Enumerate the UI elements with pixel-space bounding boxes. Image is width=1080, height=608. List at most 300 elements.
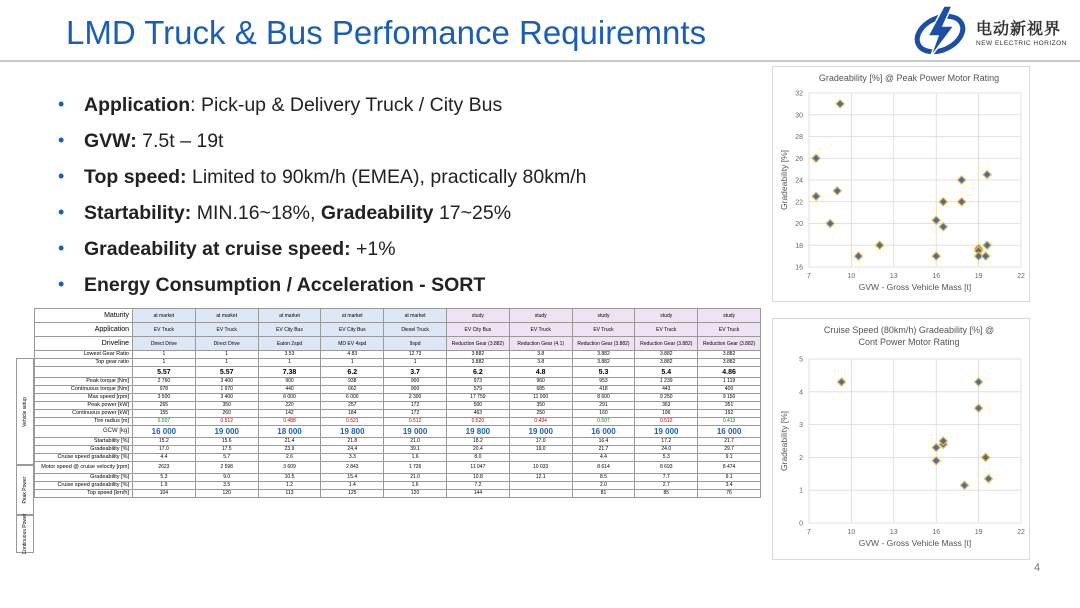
x-tick-label: 13 (889, 273, 898, 280)
page-title: LMD Truck & Bus Perfomance Requiremnts (66, 14, 707, 51)
table-cell: 250 (509, 410, 572, 418)
table-cell: 76 (698, 490, 761, 498)
table-cell: 900 (384, 378, 447, 386)
table-cell: Reduction Gear (3.882) (635, 337, 698, 351)
table-cell: 960 (509, 378, 572, 386)
table-cell: 21.8 (321, 438, 384, 446)
table-cell: 3.882 (635, 351, 698, 359)
bullet-gvw: • GVW: 7.5t – 19t (58, 130, 758, 166)
table-cell: 900 (384, 386, 447, 394)
y-tick-label: 22 (795, 199, 803, 207)
row-label: Application (35, 323, 133, 337)
table-cell: 9 150 (698, 394, 761, 402)
table-cell: 6 000 (258, 394, 321, 402)
table-cell: 17.0 (133, 446, 196, 454)
table-cell: 1 970 (195, 386, 258, 394)
table-cell: 0.512 (635, 418, 698, 426)
table-cell: 260 (195, 410, 258, 418)
table-cell: 8 614 (572, 462, 635, 474)
table-cell: 6.2 (321, 367, 384, 378)
table-cell: 500 (446, 402, 509, 410)
table-cell: 3.882 (698, 351, 761, 359)
table-cell: 16 000 (698, 426, 761, 438)
table-cell: 6 000 (321, 394, 384, 402)
bullet-application: • Application: Pick-up & Delivery Truck / City Bus (58, 94, 758, 130)
table-cell: 172 (384, 402, 447, 410)
bullet-startability: • Startability: MIN.16~18%, Gradeability 17~25% (58, 202, 758, 238)
table-cell: 11 047 (446, 462, 509, 474)
table-cell: 12.1 (509, 474, 572, 482)
y-tick-label: 16 (795, 264, 803, 272)
table-cell: 16 000 (572, 426, 635, 438)
row-label: Maturity (35, 309, 133, 323)
table-cell: 6.2 (446, 367, 509, 378)
table-row (35, 474, 761, 482)
table-cell: 15.4 (321, 474, 384, 482)
table-cell: 9.0 (195, 474, 258, 482)
table-cell: 8 693 (635, 462, 698, 474)
data-point (932, 216, 940, 224)
table-cell: 19.0 (509, 446, 572, 454)
table-cell: 0.507 (572, 418, 635, 426)
table-cell: 579 (446, 386, 509, 394)
x-tick-label: 7 (807, 273, 811, 280)
table-cell: at market (133, 309, 196, 323)
y-tick-label: 18 (795, 242, 803, 250)
table-cell: 3 609 (258, 462, 321, 474)
table-cell: 5.3 (572, 367, 635, 378)
table-cell: 10.5 (258, 474, 321, 482)
table-cell: 463 (446, 410, 509, 418)
table-cell: 5.57 (133, 367, 196, 378)
table-row (35, 402, 761, 410)
table-cell: 2 843 (321, 462, 384, 474)
data-point (982, 252, 990, 260)
x-tick-label: 10 (847, 273, 856, 280)
table-cell: 3.53 (258, 351, 321, 359)
table-cell: 155 (133, 410, 196, 418)
table-cell: Reduction Gear (3.882) (698, 337, 761, 351)
data-point (838, 378, 846, 386)
table-cell: 400 (698, 386, 761, 394)
table-cell: 0.521 (321, 418, 384, 426)
table-row (35, 323, 761, 337)
y-tick-label: 28 (795, 134, 803, 141)
x-tick-label: 16 (932, 273, 941, 280)
table-cell: 23.9 (258, 446, 321, 454)
table-cell: 350 (509, 402, 572, 410)
row-label: Driveline (35, 337, 133, 351)
table-cell (509, 482, 572, 490)
x-axis-label: GVW - Gross Vehicle Mass [t] (858, 538, 972, 548)
table-cell: 8 474 (698, 462, 761, 474)
table-cell: 291 (572, 402, 635, 410)
x-tick-label: 22 (1017, 273, 1025, 280)
table-cell: 113 (258, 490, 321, 498)
table-cell: 1.2 (258, 482, 321, 490)
table-cell: 4.83 (321, 351, 384, 359)
table-cell: 4.86 (698, 367, 761, 378)
table-cell: 39.1 (384, 446, 447, 454)
table-cell: 196 (635, 410, 698, 418)
table-cell: 18 000 (258, 426, 321, 438)
table-cell: 2.6 (258, 454, 321, 462)
table-cell: 900 (258, 378, 321, 386)
table-cell: 1 (133, 351, 196, 359)
table-cell: 3.4 (698, 482, 761, 490)
table-cell: study (446, 309, 509, 323)
table-cell: 8.5 (572, 474, 635, 482)
table-cell: 160 (572, 410, 635, 418)
table-cell: Reduction Gear (4.1) (509, 337, 572, 351)
table-cell: 5.7 (195, 454, 258, 462)
table-cell: 24.0 (635, 446, 698, 454)
data-point (812, 154, 820, 162)
table-cell: 1.4 (321, 482, 384, 490)
table-cell: 21.7 (572, 446, 635, 454)
table-cell: 3.3 (321, 454, 384, 462)
table-cell: 4.8 (509, 367, 572, 378)
table-cell: 2 598 (195, 462, 258, 474)
data-point (958, 198, 966, 206)
table-cell: EV Truck (133, 323, 196, 337)
table-row (35, 309, 761, 323)
chart-cruise-gradeability (772, 318, 1030, 560)
section-vehicle-setup: Vehicle setup (16, 358, 34, 465)
logo-cn-text: 电动新视界 (976, 21, 1062, 38)
table-cell: at market (195, 309, 258, 323)
table-cell: 3.882 (572, 359, 635, 367)
y-tick-label: 2 (799, 454, 803, 462)
data-point (836, 100, 844, 108)
row-label: Tire radius [m] (35, 418, 133, 426)
table-cell: 85 (635, 490, 698, 498)
table-cell: 19 800 (446, 426, 509, 438)
table-cell: at market (258, 309, 321, 323)
y-tick-label: 20 (795, 221, 803, 228)
table-cell: 0.512 (195, 418, 258, 426)
table-cell: 19 000 (635, 426, 698, 438)
table-row (35, 394, 761, 402)
table-cell: 1 (195, 351, 258, 359)
table-cell: 443 (635, 386, 698, 394)
table-cell: 184 (321, 410, 384, 418)
row-label: Startability [%] (35, 438, 133, 446)
table-cell: 17.5 (195, 446, 258, 454)
row-label: Gradeability [%] (35, 446, 133, 454)
y-tick-label: 30 (795, 112, 803, 120)
row-label: Continuous power [kW] (35, 410, 133, 418)
bullet-top-speed: • Top speed: Limited to 90km/h (EMEA), practically 80km/h (58, 166, 758, 202)
table-cell: 17.0 (509, 438, 572, 446)
table-cell: 16 000 (133, 426, 196, 438)
table-row (35, 462, 761, 474)
table-cell: 81 (572, 490, 635, 498)
table-row (35, 438, 761, 446)
table-cell: EV City Bus (258, 323, 321, 337)
data-point (812, 192, 820, 200)
chart-title: Cruise Speed (80km/h) Gradeability [%] @ (823, 325, 995, 335)
row-label: Lowest Gear Ratio (35, 351, 133, 359)
chart-peak-gradeability (772, 66, 1030, 302)
table-cell: 19 000 (384, 426, 447, 438)
row-label (35, 367, 133, 378)
row-label: Gradeability [%] (35, 474, 133, 482)
table-cell: 125 (321, 490, 384, 498)
table-cell: 0.512 (384, 418, 447, 426)
table-cell: 144 (446, 490, 509, 498)
data-point (984, 475, 992, 483)
table-cell: 418 (572, 386, 635, 394)
table-cell: 10 033 (509, 462, 572, 474)
row-label: Cruise speed gradeability [%] (35, 454, 133, 462)
table-cell: 15.2 (133, 438, 196, 446)
table-cell: study (572, 309, 635, 323)
x-tick-label: 10 (847, 529, 856, 536)
table-cell: 15.6 (195, 438, 258, 446)
table-cell: 4.4 (572, 454, 635, 462)
data-point (958, 176, 966, 184)
table-cell: 9 250 (635, 394, 698, 402)
table-cell: 3.7 (384, 367, 447, 378)
table-cell: at market (321, 309, 384, 323)
table-cell: 120 (384, 490, 447, 498)
table-cell: 4.4 (133, 454, 196, 462)
table-cell: 29.7 (698, 446, 761, 454)
table-cell: 662 (321, 386, 384, 394)
table-cell: 18.2 (446, 438, 509, 446)
table-cell: 0.488 (258, 418, 321, 426)
table-cell: 3.882 (698, 359, 761, 367)
title-divider (0, 60, 1080, 62)
table-cell: 1 726 (384, 462, 447, 474)
table-cell: 5.4 (635, 367, 698, 378)
chart-title: Cont Power Motor Rating (858, 337, 960, 347)
table-cell: Direct Drive (133, 337, 196, 351)
data-point (960, 481, 968, 489)
table-cell: 104 (133, 490, 196, 498)
table-cell: 2623 (133, 462, 196, 474)
table-cell: study (698, 309, 761, 323)
table-cell: EV Truck (635, 323, 698, 337)
table-cell: 0.413 (698, 418, 761, 426)
table-cell: 978 (133, 386, 196, 394)
table-row (35, 386, 761, 394)
chart-title: Gradeability [%] @ Peak Power Motor Rating (818, 73, 1000, 83)
row-label: GCW [kg] (35, 426, 133, 438)
row-label: Top speed [km/h] (35, 490, 133, 498)
table-cell: 363 (635, 402, 698, 410)
table-row (35, 454, 761, 462)
table-cell: EV Truck (195, 323, 258, 337)
table-cell: 2 760 (133, 378, 196, 386)
table-cell: 24.4 (321, 446, 384, 454)
data-point (975, 404, 983, 412)
data-point (826, 220, 834, 228)
table-cell: 19 000 (509, 426, 572, 438)
table-cell: 9.1 (698, 454, 761, 462)
table-cell: 3 500 (133, 394, 196, 402)
table-row (35, 426, 761, 438)
table-cell: 16.4 (572, 438, 635, 446)
table-cell: 0.434 (509, 418, 572, 426)
table-row (35, 410, 761, 418)
table-cell: 1 (195, 359, 258, 367)
table-cell (509, 490, 572, 498)
table-cell: 5.3 (133, 474, 196, 482)
row-label: Continuous torque [Nm] (35, 386, 133, 394)
table-cell: 120 (195, 490, 258, 498)
x-tick-label: 19 (974, 273, 983, 280)
table-cell: 257 (321, 402, 384, 410)
table-cell: 17 759 (446, 394, 509, 402)
row-label: Peak torque [Nm] (35, 378, 133, 386)
table-cell: 21.0 (384, 438, 447, 446)
x-axis-label: GVW - Gross Vehicle Mass [t] (858, 282, 972, 292)
table-cell: 21.7 (698, 438, 761, 446)
y-tick-label: 3 (799, 422, 803, 430)
table-cell: 1.9 (133, 482, 196, 490)
y-tick-label: 32 (795, 90, 803, 98)
table-cell: EV Truck (572, 323, 635, 337)
table-cell: EV City Bus (446, 323, 509, 337)
table-cell: 1 (133, 359, 196, 367)
data-point (932, 457, 940, 465)
table-row (35, 359, 761, 367)
section-peak-power: Peak Power (16, 465, 34, 515)
table-cell: 142 (258, 410, 321, 418)
table-cell: 2.7 (635, 482, 698, 490)
y-tick-label: 1 (799, 487, 803, 495)
section-continuous-power: Continuous Power (16, 515, 34, 553)
table-cell: MD EV 4spd (321, 337, 384, 351)
table-cell: 10.8 (446, 474, 509, 482)
table-cell: 3.8 (509, 359, 572, 367)
table-cell: 351 (698, 402, 761, 410)
y-axis-label: Gradeability [%] (779, 411, 789, 471)
table-cell: 20.4 (446, 446, 509, 454)
x-tick-label: 16 (932, 529, 941, 536)
data-point (975, 378, 983, 386)
table-cell: 3.5 (195, 482, 258, 490)
data-point (932, 252, 940, 260)
table-cell: 953 (572, 378, 635, 386)
table-cell: study (635, 309, 698, 323)
x-tick-label: 7 (807, 529, 811, 536)
table-cell: 172 (384, 410, 447, 418)
table-cell: EV Truck (509, 323, 572, 337)
data-point (833, 187, 841, 195)
requirements-table-wrap (16, 308, 760, 554)
table-cell: 11 000 (509, 394, 572, 402)
data-point (939, 198, 947, 206)
table-cell: 8.0 (446, 454, 509, 462)
table-cell: 8 600 (572, 394, 635, 402)
table-cell: 1 119 (698, 378, 761, 386)
table-cell: 5.57 (195, 367, 258, 378)
data-point (876, 241, 884, 249)
x-tick-label: 22 (1017, 529, 1025, 536)
table-cell: 350 (195, 402, 258, 410)
y-axis-label: Gradeability [%] (779, 150, 789, 210)
table-cell: 3.882 (446, 359, 509, 367)
table-cell: 12.73 (384, 351, 447, 359)
lightning-logo-icon (910, 4, 972, 60)
table-cell: 9spd (384, 337, 447, 351)
row-label: Peak power [kW] (35, 402, 133, 410)
table-cell: 7.38 (258, 367, 321, 378)
table-cell: 1.6 (384, 454, 447, 462)
row-label: Max speed [rpm] (35, 394, 133, 402)
table-cell: Eaton 2spd (258, 337, 321, 351)
table-cell: Direct Drive (195, 337, 258, 351)
data-point (983, 241, 991, 249)
data-point (982, 453, 990, 461)
y-tick-label: 0 (799, 520, 803, 528)
table-cell: Reduction Gear (3.882) (572, 337, 635, 351)
table-cell: 19 000 (195, 426, 258, 438)
table-cell: 21.4 (258, 438, 321, 446)
table-cell: 7.7 (635, 474, 698, 482)
table-cell: 21.0 (384, 474, 447, 482)
table-row (35, 351, 761, 359)
y-tick-label: 4 (799, 389, 803, 397)
page-number: 4 (1034, 562, 1041, 574)
chart-peak-gradeability-svg (773, 67, 1031, 303)
table-row (35, 490, 761, 498)
table-cell: 5.3 (635, 454, 698, 462)
table-cell: at market (384, 309, 447, 323)
data-point (939, 223, 947, 231)
table-cell: 1.6 (384, 482, 447, 490)
table-cell: 440 (258, 386, 321, 394)
row-label: Cruise speed gradeability [%] (35, 482, 133, 490)
table-cell: 220 (258, 402, 321, 410)
y-tick-label: 26 (795, 155, 803, 163)
x-tick-label: 13 (889, 529, 898, 536)
logo-en-text: NEW ELECTRIC HORIZON (976, 40, 1067, 47)
row-label: Top gear ratio (35, 359, 133, 367)
table-cell: 2.0 (572, 482, 635, 490)
company-logo (910, 4, 1080, 60)
bullet-energy: • Energy Consumption / Acceleration - SORT (58, 274, 758, 310)
chart-cruise-gradeability-svg (773, 319, 1031, 561)
requirements-table (34, 308, 761, 498)
table-cell: 3.882 (572, 351, 635, 359)
row-label: Motor speed @ cruise velocity [rpm] (35, 462, 133, 474)
table-cell (509, 454, 572, 462)
x-tick-label: 19 (974, 529, 983, 536)
table-cell: 0.520 (446, 418, 509, 426)
table-cell: 7.2 (446, 482, 509, 490)
table-cell: 1 239 (635, 378, 698, 386)
table-cell: EV Truck (698, 323, 761, 337)
table-row (35, 446, 761, 454)
table-cell: 17.2 (635, 438, 698, 446)
table-cell: 1 (384, 359, 447, 367)
table-cell: 3.882 (635, 359, 698, 367)
table-row (35, 378, 761, 386)
table-cell: 19 800 (321, 426, 384, 438)
table-cell: 3 400 (195, 378, 258, 386)
data-point (854, 252, 862, 260)
table-cell: 1 (321, 359, 384, 367)
table-cell: 938 (321, 378, 384, 386)
table-cell: 1 (258, 359, 321, 367)
table-row (35, 482, 761, 490)
table-cell: 2 300 (384, 394, 447, 402)
table-cell: Reduction Gear (3.882) (446, 337, 509, 351)
